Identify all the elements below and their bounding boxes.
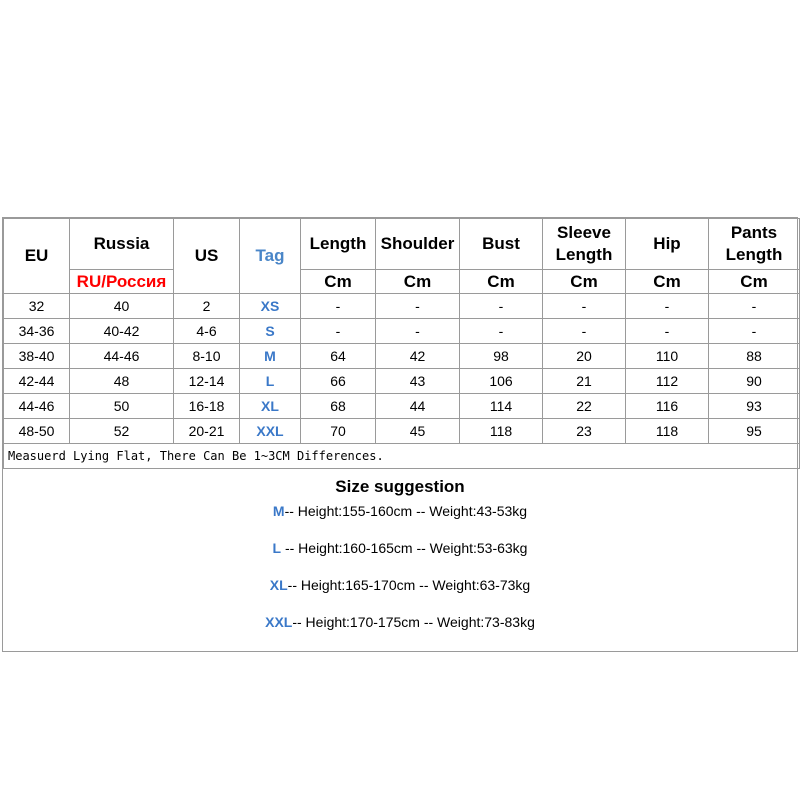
- suggestion-line-m: [0, 503, 800, 519]
- cell-bust: 98: [460, 344, 543, 369]
- cell-ru: 48: [70, 369, 174, 394]
- header-sleeve-length: [543, 219, 626, 270]
- cell-bust: 118: [460, 419, 543, 444]
- header-bust: Bust: [460, 219, 543, 270]
- suggestion-text: -- Height:165-170cm -- Weight:63-73kg: [287, 577, 531, 593]
- unit-shoulder: Cm: [376, 270, 460, 294]
- size-suggestion-title: Size suggestion: [335, 477, 465, 496]
- cell-eu: 38-40: [4, 344, 70, 369]
- cell-us: 2: [174, 294, 240, 319]
- table-row: [4, 369, 800, 394]
- cell-shoulder: 45: [376, 419, 460, 444]
- cell-shoulder: 42: [376, 344, 460, 369]
- suggestion-text: -- Height:155-160cm -- Weight:43-53kg: [284, 503, 528, 519]
- unit-bust: Cm: [460, 270, 543, 294]
- table-row: [4, 319, 800, 344]
- cell-length: 64: [301, 344, 376, 369]
- header-pants-length: [709, 219, 800, 270]
- cell-eu: 32: [4, 294, 70, 319]
- header-length: Length: [301, 219, 376, 270]
- table-row: [4, 394, 800, 419]
- cell-eu: 42-44: [4, 369, 70, 394]
- cell-pants: -: [709, 319, 800, 344]
- cell-tag: S: [240, 319, 301, 344]
- cell-pants: 95: [709, 419, 800, 444]
- unit-hip: Cm: [626, 270, 709, 294]
- unit-pants: Cm: [709, 270, 800, 294]
- cell-hip: 116: [626, 394, 709, 419]
- cell-shoulder: -: [376, 294, 460, 319]
- suggestion-line-xl: [0, 577, 800, 593]
- header-pants-line2: Length: [725, 245, 783, 264]
- suggestion-line-xxl: [0, 614, 800, 630]
- cell-bust: 106: [460, 369, 543, 394]
- cell-us: 20-21: [174, 419, 240, 444]
- cell-ru: 52: [70, 419, 174, 444]
- cell-length: 68: [301, 394, 376, 419]
- cell-ru: 44-46: [70, 344, 174, 369]
- header-us: US: [174, 219, 240, 294]
- size-table: [3, 218, 800, 469]
- measurement-note: Measuerd Lying Flat, There Can Be 1~3CM Differences.: [4, 444, 800, 469]
- header-eu: EU: [4, 219, 70, 294]
- cell-sleeve: 22: [543, 394, 626, 419]
- cell-ru: 40: [70, 294, 174, 319]
- cell-bust: -: [460, 319, 543, 344]
- cell-length: 66: [301, 369, 376, 394]
- cell-sleeve: 20: [543, 344, 626, 369]
- cell-length: -: [301, 319, 376, 344]
- cell-hip: 112: [626, 369, 709, 394]
- cell-bust: -: [460, 294, 543, 319]
- cell-tag: L: [240, 369, 301, 394]
- table-row: [4, 294, 800, 319]
- table-row: [4, 419, 800, 444]
- cell-sleeve: 23: [543, 419, 626, 444]
- cell-pants: 93: [709, 394, 800, 419]
- suggestion-text: -- Height:170-175cm -- Weight:73-83kg: [292, 614, 535, 630]
- header-hip: Hip: [626, 219, 709, 270]
- header-sleeve-line2: Length: [555, 245, 613, 264]
- cell-tag: XS: [240, 294, 301, 319]
- cell-shoulder: 44: [376, 394, 460, 419]
- header-tag: Tag: [240, 219, 301, 294]
- cell-us: 12-14: [174, 369, 240, 394]
- cell-hip: 110: [626, 344, 709, 369]
- cell-pants: -: [709, 294, 800, 319]
- cell-eu: 44-46: [4, 394, 70, 419]
- cell-ru: 40-42: [70, 319, 174, 344]
- suggestion-line-l: [0, 540, 800, 556]
- header-russia: Russia: [70, 219, 174, 270]
- cell-bust: 114: [460, 394, 543, 419]
- header-pants-line1: Pants: [730, 223, 778, 242]
- cell-tag: M: [240, 344, 301, 369]
- cell-hip: 118: [626, 419, 709, 444]
- cell-pants: 88: [709, 344, 800, 369]
- cell-sleeve: -: [543, 294, 626, 319]
- header-sleeve-line1: Sleeve: [557, 223, 611, 242]
- cell-hip: -: [626, 319, 709, 344]
- cell-us: 16-18: [174, 394, 240, 419]
- cell-length: -: [301, 294, 376, 319]
- cell-shoulder: 43: [376, 369, 460, 394]
- cell-tag: XXL: [240, 419, 301, 444]
- suggestion-size-label: M: [272, 503, 285, 519]
- header-shoulder: Shoulder: [376, 219, 460, 270]
- cell-shoulder: -: [376, 319, 460, 344]
- cell-us: 8-10: [174, 344, 240, 369]
- cell-tag: XL: [240, 394, 301, 419]
- suggestion-size-label: XXL: [265, 614, 293, 630]
- suggestion-size-label: XL: [269, 577, 288, 593]
- cell-sleeve: 21: [543, 369, 626, 394]
- cell-us: 4-6: [174, 319, 240, 344]
- unit-length: Cm: [301, 270, 376, 294]
- size-suggestion: [0, 477, 800, 630]
- cell-pants: 90: [709, 369, 800, 394]
- suggestion-size-label: L: [272, 540, 282, 556]
- cell-eu: 48-50: [4, 419, 70, 444]
- table-row: [4, 344, 800, 369]
- suggestion-text: -- Height:160-165cm -- Weight:53-63kg: [281, 540, 528, 556]
- header-ru-russia: RU/Россия: [70, 270, 174, 294]
- unit-sleeve: Cm: [543, 270, 626, 294]
- cell-hip: -: [626, 294, 709, 319]
- cell-sleeve: -: [543, 319, 626, 344]
- cell-ru: 50: [70, 394, 174, 419]
- cell-eu: 34-36: [4, 319, 70, 344]
- cell-length: 70: [301, 419, 376, 444]
